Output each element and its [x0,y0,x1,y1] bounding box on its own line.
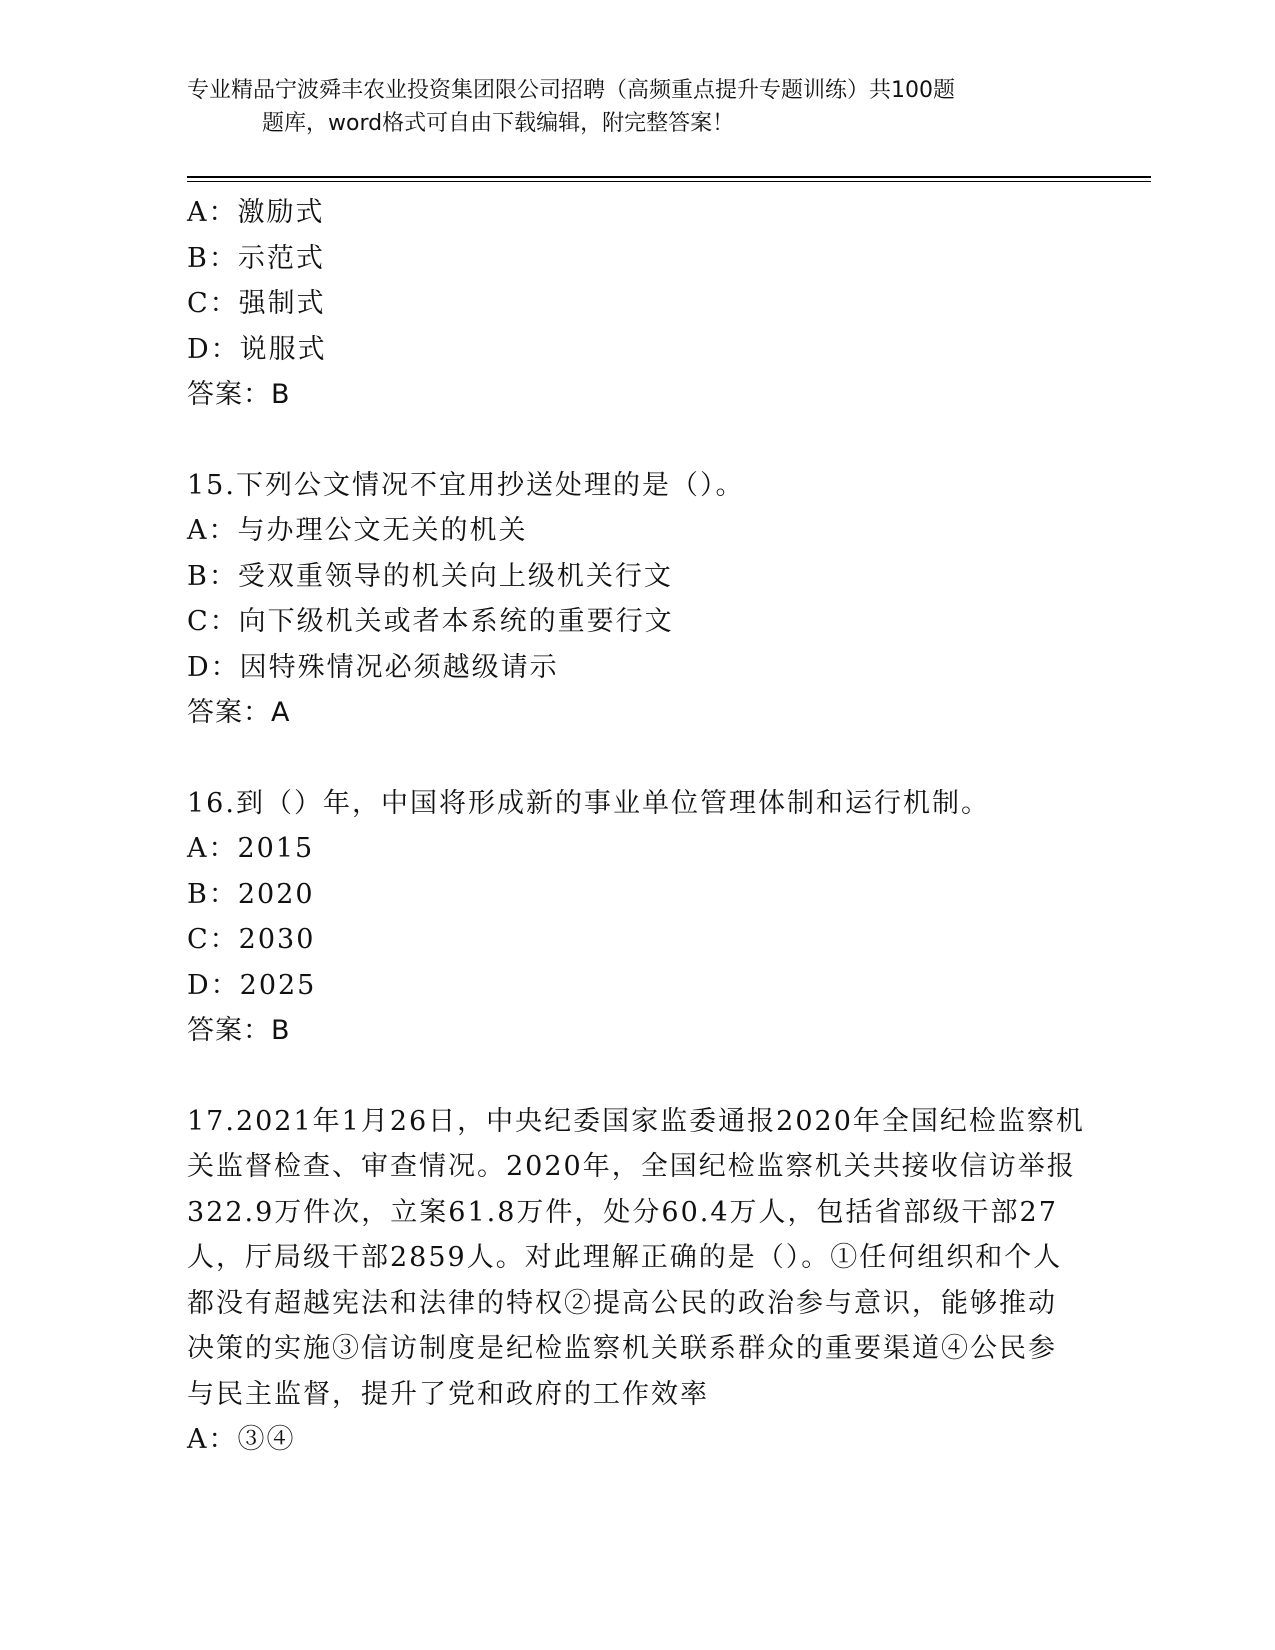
page-header [187,74,1067,140]
question-stem-line: 17.2021年1月26日，中央纪委国家监委通报2020年全国纪检监察机 [187,1105,1085,1137]
question-15 [187,463,1087,736]
option-a: A：激励式 [187,197,325,228]
option-b: B：受双重领导的机关向上级机关行文 [187,560,673,592]
question-stem-line: 人，厅局级干部2859人。对此理解正确的是（）。①任何组织和个人 [187,1242,1063,1273]
question-stem: 15.下列公文情况不宜用抄送处理的是（）。 [187,469,745,501]
header-rule-thick [187,176,1151,178]
header-line-2: 题库，word格式可自由下载编辑，附完整答案！ [262,111,735,136]
question-stem-line: 决策的实施③信访制度是纪检监察机关联系群众的重要渠道④公民参 [187,1333,1057,1364]
option-d: D：2025 [187,969,317,1001]
question-16 [187,781,1087,1054]
question-stem-line: 都没有超越宪法和法律的特权②提高公民的政治参与意识，能够推动 [187,1287,1057,1319]
option-d: D：说服式 [187,333,327,365]
option-a: A：2015 [187,833,315,864]
option-c: C：向下级机关或者本系统的重要行文 [187,606,674,637]
answer: 答案：A [187,697,291,728]
option-c: C：2030 [187,924,316,955]
option-b: B：2020 [187,878,315,910]
option-d: D：因特殊情况必须越级请示 [187,651,559,683]
answer: 答案：B [187,1015,291,1046]
option-a: A：③④ [187,1424,296,1455]
header-line-1: 专业精品宁波舜丰农业投资集团限公司招聘（高频重点提升专题训练）共100题 [187,78,955,103]
option-c: C：强制式 [187,288,326,319]
answer: 答案：B [187,379,291,410]
question-content [187,190,1087,1463]
option-b: B：示范式 [187,242,325,274]
option-a: A：与办理公文无关的机关 [187,515,528,546]
header-rule-thin [187,181,1151,182]
question-stem-line: 与民主监督，提升了党和政府的工作效率 [187,1378,709,1410]
question-stem-line: 关监督检查、审查情况。2020年，全国纪检监察机关共接收信访举报 [187,1151,1076,1182]
question-stem: 16.到（）年，中国将形成新的事业单位管理体制和运行机制。 [187,787,990,819]
question-17 [187,1099,1087,1463]
question-stem-line: 322.9万件次，立案61.8万件，处分60.4万人，包括省部级干部27 [187,1196,1058,1228]
question-14 [187,190,1087,418]
